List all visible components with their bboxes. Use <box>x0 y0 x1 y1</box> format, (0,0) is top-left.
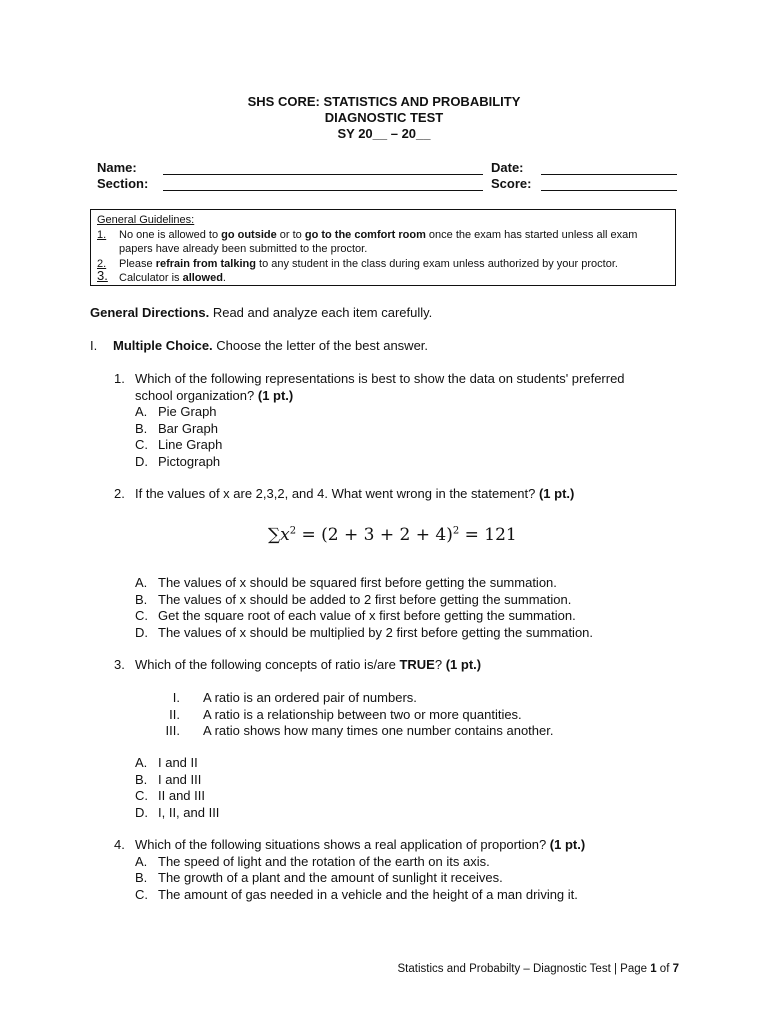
option: B. I and III <box>135 771 202 787</box>
option: C. The amount of gas needed in a vehicle and the height of a man driving it. <box>135 886 578 902</box>
name-line <box>163 174 483 175</box>
general-directions: General Directions. Read and analyze each item carefully. <box>90 305 433 320</box>
name-label: Name: <box>97 160 137 175</box>
page-footer: Statistics and Probabilty – Diagnostic Test | Page 1 of 7 <box>397 963 679 975</box>
question-2: If the values of x are 2,3,2, and 4. What went wrong in the statement? (1 pt.) <box>135 486 575 501</box>
guideline-1: 1. No one is allowed to go outside or to go to the comfort room once the exam has started unless all exam <box>97 228 638 241</box>
question-1-number: 1. <box>114 371 125 386</box>
section-heading: Multiple Choice. Choose the letter of the best answer. <box>113 338 429 353</box>
question-3-number: 3. <box>114 657 125 672</box>
question-3-options <box>135 755 219 821</box>
score-line <box>541 190 677 191</box>
question-2-number: 2. <box>114 486 125 501</box>
test-title: SHS CORE: STATISTICS AND PROBABILITY <box>247 94 521 109</box>
section-label: Section: <box>97 176 149 191</box>
question-4: Which of the following situations shows a real application of proportion? (1 pt.) A. The speed of light and the rotation of the earth on its axis. B. The growth of a plant and the amount of sunlight it receives. C. The amount of gas needed in a vehicle and the height of a man driving it. <box>135 837 586 902</box>
summation-formula: $\sum x^2 = (2 + 3 + 2 + 4)^2 = 121$ <box>268 525 517 545</box>
question-1: Which of the following representations is best to show the data on students' preferred school organization? (1 pt.) A. Pie Graph B. Bar Graph C. Line Graph D. Pictograph <box>135 371 625 469</box>
option: D. The values of x should be multiplied by 2 first before getting the summation. <box>135 624 594 640</box>
statement: I. A ratio is an ordered pair of numbers. <box>172 690 417 705</box>
guideline-3: 3. Calculator is allowed. <box>97 268 226 284</box>
option: A. The speed of light and the rotation of the earth on its axis. <box>135 853 490 869</box>
option: D. Pictograph <box>135 453 221 469</box>
school-year: SY 20__ – 20__ <box>337 126 431 141</box>
option: A. The values of x should be squared first before getting the summation. <box>135 575 557 590</box>
statement: II. A ratio is a relationship between two or more quantities. <box>169 706 522 722</box>
guidelines-title: General Guidelines: <box>97 214 195 226</box>
option: B. The values of x should be added to 2 first before getting the summation. <box>135 591 572 607</box>
option: C. II and III <box>135 788 205 803</box>
option: B. The growth of a plant and the amount of sunlight it receives. <box>135 870 503 885</box>
option: B. Bar Graph <box>135 420 218 436</box>
option: C. Line Graph <box>135 437 223 452</box>
question-4-number: 4. <box>114 837 125 852</box>
option: C. Get the square root of each value of x first before getting the summation. <box>135 608 576 623</box>
question-3: Which of the following concepts of ratio is/are TRUE? (1 pt.) <box>135 657 482 672</box>
ratio-statements <box>140 690 600 740</box>
date-label: Date: <box>491 160 524 175</box>
test-subtitle: DIAGNOSTIC TEST <box>324 110 444 125</box>
score-label: Score: <box>491 176 532 191</box>
date-line <box>541 174 677 175</box>
guideline-1-cont: papers have already been submitted to the proctor. <box>119 243 368 255</box>
section-line <box>163 190 483 191</box>
option: D. I, II, and III <box>135 804 220 820</box>
option: A. I and II <box>135 755 198 770</box>
statement: III. A ratio shows how many times one number contains another. <box>165 723 554 738</box>
section-number: I. <box>90 338 98 353</box>
option: A. Pie Graph <box>135 404 217 419</box>
guideline-2: 2. Please refrain from talking to any student in the class during exam unless authorized by your proctor. <box>97 257 618 270</box>
question-2-options <box>135 575 593 641</box>
general-guidelines-box <box>90 209 676 286</box>
